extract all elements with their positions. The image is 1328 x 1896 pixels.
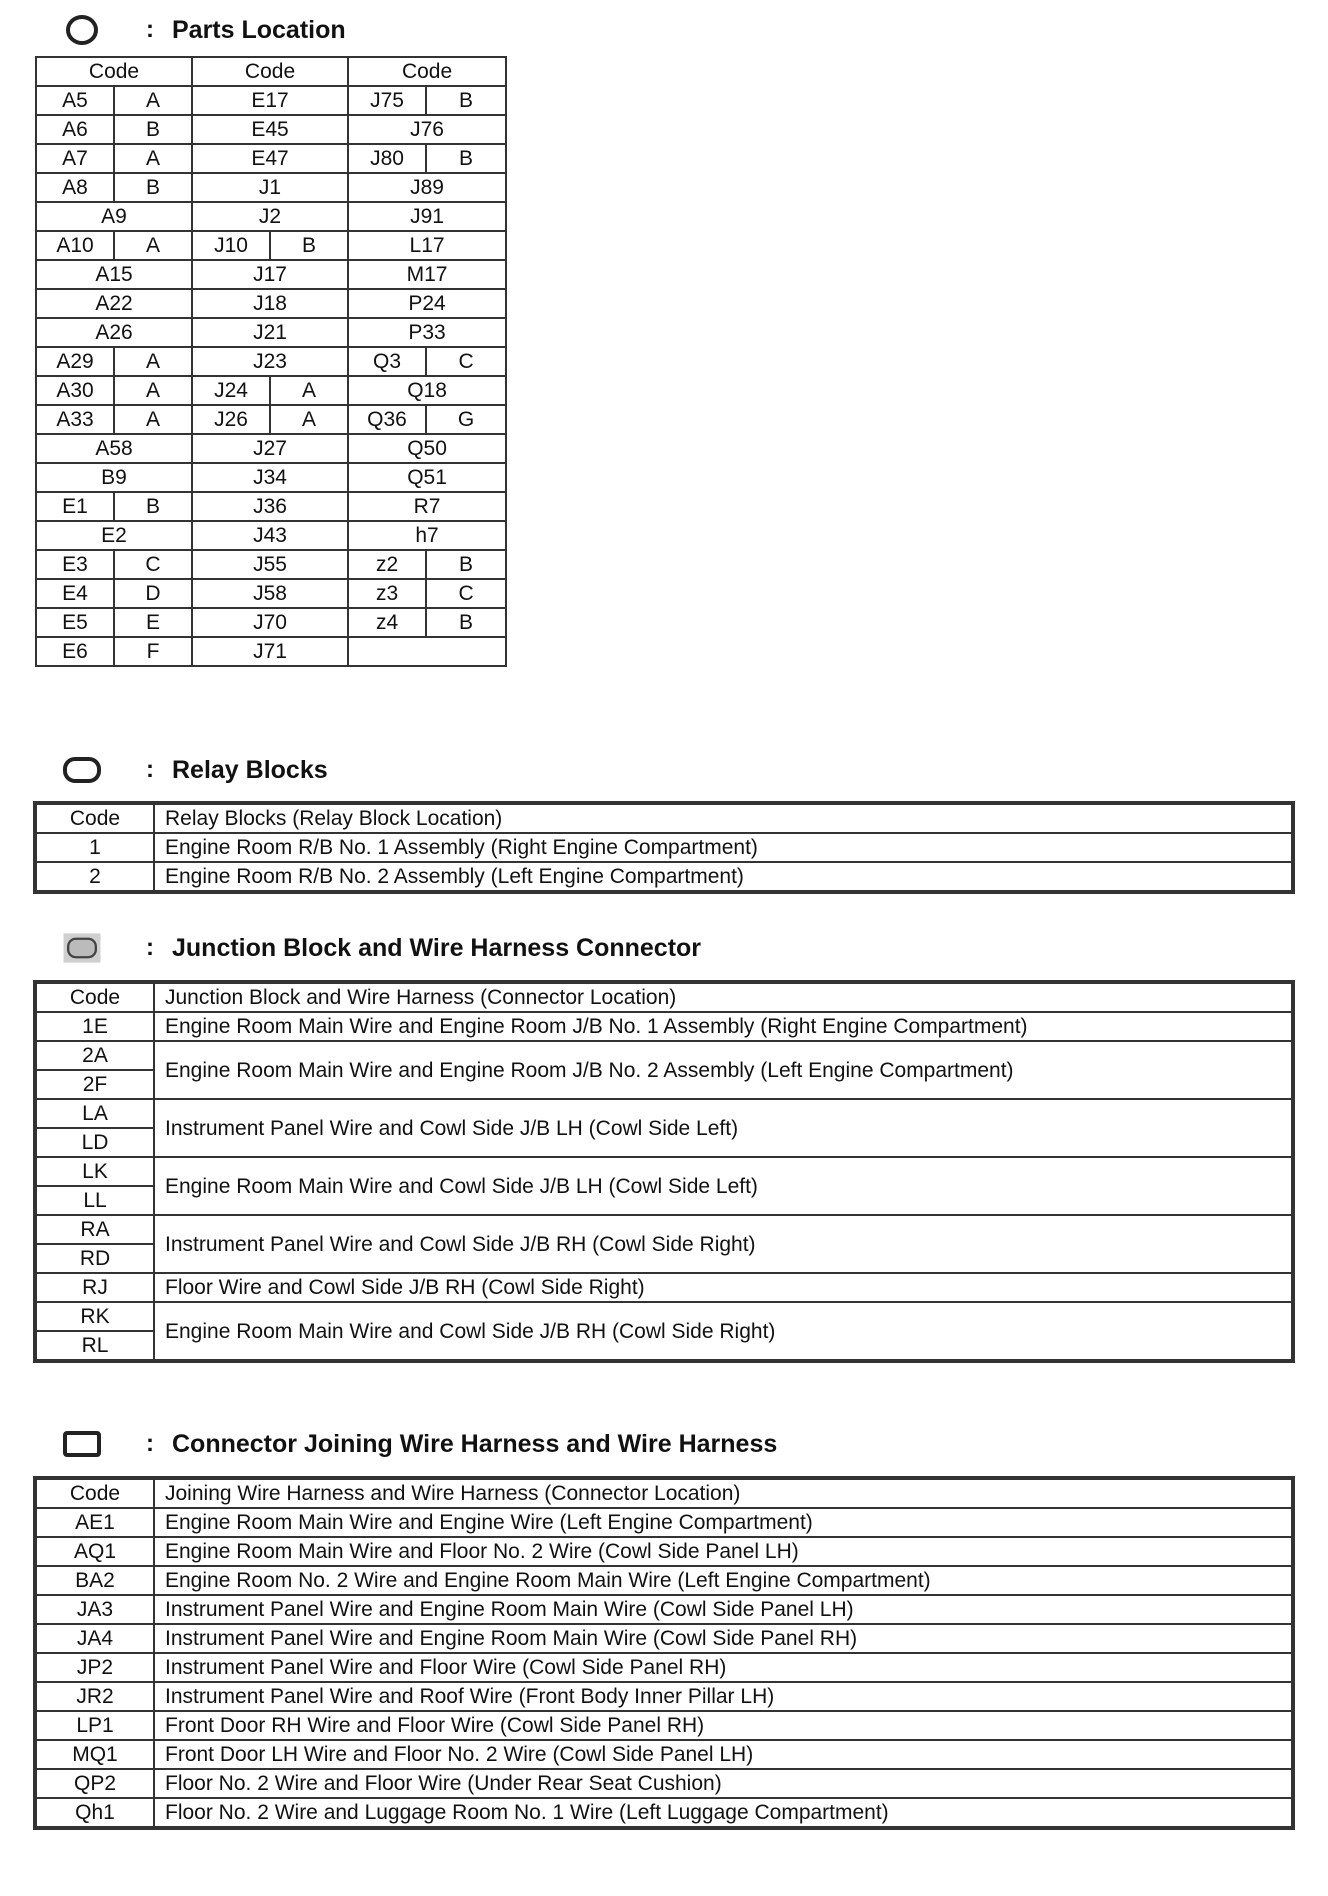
part-code: E4	[36, 579, 114, 608]
connector-code: 2F	[36, 1070, 154, 1099]
part-suffix: B	[114, 492, 192, 521]
connector-code: LK	[36, 1157, 154, 1186]
connector-code: QP2	[36, 1769, 154, 1798]
part-code: Q3	[348, 347, 426, 376]
part-suffix: A	[114, 144, 192, 173]
table-row	[36, 1769, 1292, 1798]
part-code: J34	[192, 463, 348, 492]
table-row	[36, 1624, 1292, 1653]
connector-code: JA4	[36, 1624, 154, 1653]
part-code: z2	[348, 550, 426, 579]
part-code: B9	[36, 463, 192, 492]
table-row	[36, 434, 506, 463]
table-row	[36, 637, 506, 666]
part-code: A8	[36, 173, 114, 202]
part-suffix: B	[426, 608, 506, 637]
table-row	[36, 1012, 1292, 1041]
table-row	[36, 1215, 1292, 1244]
connector-code: 1E	[36, 1012, 154, 1041]
connector-joining-table	[35, 1478, 1293, 1828]
connector-joining-heading	[62, 1426, 777, 1462]
rounded-rect-shaded-icon	[62, 933, 102, 963]
part-code: Q18	[348, 376, 506, 405]
part-suffix: G	[426, 405, 506, 434]
section-title: Junction Block and Wire Harness Connector	[172, 933, 702, 962]
part-code: Q36	[348, 405, 426, 434]
part-code: E17	[192, 86, 348, 115]
part-code: J1	[192, 173, 348, 202]
table-header-row	[36, 804, 1292, 833]
table-row	[36, 289, 506, 318]
table-row	[36, 550, 506, 579]
part-code: J55	[192, 550, 348, 579]
part-code: L17	[348, 231, 506, 260]
relay-blocks-table	[35, 803, 1293, 892]
table-row	[36, 1302, 1292, 1331]
connector-code: LD	[36, 1128, 154, 1157]
part-suffix: B	[426, 86, 506, 115]
part-code: A22	[36, 289, 192, 318]
table-header-row	[36, 57, 506, 86]
connector-code: 1	[36, 833, 154, 862]
table-row	[36, 579, 506, 608]
connector-code: LP1	[36, 1711, 154, 1740]
table-row	[36, 1682, 1292, 1711]
table-row	[36, 492, 506, 521]
colon: :	[146, 1430, 154, 1457]
part-code: J75	[348, 86, 426, 115]
table-header-row	[36, 983, 1292, 1012]
description-column-header: Relay Blocks (Relay Block Location)	[154, 804, 1292, 833]
part-code: z3	[348, 579, 426, 608]
junction-block-table	[35, 982, 1293, 1361]
table-row	[36, 862, 1292, 891]
table-row	[36, 376, 506, 405]
table-row	[36, 1653, 1292, 1682]
part-code: Q51	[348, 463, 506, 492]
part-code: E1	[36, 492, 114, 521]
connector-code: BA2	[36, 1566, 154, 1595]
location-description: Engine Room No. 2 Wire and Engine Room Main Wire (Left Engine Compartment)	[154, 1566, 1292, 1595]
part-code: E6	[36, 637, 114, 666]
part-code: J24	[192, 376, 270, 405]
code-column-header: Code	[36, 804, 154, 833]
location-description: Front Door LH Wire and Floor No. 2 Wire (Cowl Side Panel LH)	[154, 1740, 1292, 1769]
connector-code: 2A	[36, 1041, 154, 1070]
part-suffix: C	[114, 550, 192, 579]
table-header-row	[36, 1479, 1292, 1508]
part-code: A9	[36, 202, 192, 231]
part-code: J43	[192, 521, 348, 550]
table-row	[36, 1711, 1292, 1740]
location-description: Engine Room Main Wire and Floor No. 2 Wire (Cowl Side Panel LH)	[154, 1537, 1292, 1566]
part-suffix: D	[114, 579, 192, 608]
location-description: Front Door RH Wire and Floor Wire (Cowl Side Panel RH)	[154, 1711, 1292, 1740]
location-description: Instrument Panel Wire and Engine Room Main Wire (Cowl Side Panel LH)	[154, 1595, 1292, 1624]
part-code: E45	[192, 115, 348, 144]
part-code: P24	[348, 289, 506, 318]
part-suffix: A	[114, 376, 192, 405]
part-code: A6	[36, 115, 114, 144]
part-code: A33	[36, 405, 114, 434]
part-suffix: B	[114, 173, 192, 202]
circle-outline-icon	[62, 15, 102, 45]
rect-outline-icon	[62, 1429, 102, 1459]
part-code: A5	[36, 86, 114, 115]
part-suffix: A	[114, 231, 192, 260]
part-code: J71	[192, 637, 348, 666]
column-header: Code	[36, 57, 192, 86]
location-description: Engine Room Main Wire and Engine Wire (Left Engine Compartment)	[154, 1508, 1292, 1537]
table-row	[36, 405, 506, 434]
connector-code: AQ1	[36, 1537, 154, 1566]
part-code: J76	[348, 115, 506, 144]
part-code: R7	[348, 492, 506, 521]
table-row	[36, 463, 506, 492]
part-code: E5	[36, 608, 114, 637]
part-code: A15	[36, 260, 192, 289]
part-code: J58	[192, 579, 348, 608]
part-suffix: B	[114, 115, 192, 144]
part-code: A29	[36, 347, 114, 376]
location-description: Floor No. 2 Wire and Luggage Room No. 1 Wire (Left Luggage Compartment)	[154, 1798, 1292, 1827]
connector-code: JP2	[36, 1653, 154, 1682]
part-code: z4	[348, 608, 426, 637]
part-code: J89	[348, 173, 506, 202]
table-row	[36, 202, 506, 231]
part-code: A58	[36, 434, 192, 463]
part-code: A30	[36, 376, 114, 405]
description-column-header: Joining Wire Harness and Wire Harness (Connector Location)	[154, 1479, 1292, 1508]
part-suffix: C	[426, 579, 506, 608]
part-suffix: A	[114, 405, 192, 434]
part-suffix: A	[114, 347, 192, 376]
part-suffix: B	[426, 144, 506, 173]
relay-blocks-heading	[62, 752, 328, 788]
location-description: Engine Room R/B No. 1 Assembly (Right Engine Compartment)	[154, 833, 1292, 862]
code-column-header: Code	[36, 1479, 154, 1508]
part-code: J27	[192, 434, 348, 463]
part-code: J23	[192, 347, 348, 376]
location-description: Instrument Panel Wire and Cowl Side J/B LH (Cowl Side Left)	[154, 1099, 1292, 1157]
junction-block-heading	[62, 930, 701, 966]
table-row	[36, 347, 506, 376]
part-code: J17	[192, 260, 348, 289]
table-row	[36, 260, 506, 289]
part-suffix: B	[270, 231, 348, 260]
part-suffix: C	[426, 347, 506, 376]
table-row	[36, 1566, 1292, 1595]
location-description: Instrument Panel Wire and Cowl Side J/B RH (Cowl Side Right)	[154, 1215, 1292, 1273]
connector-code: RA	[36, 1215, 154, 1244]
part-suffix: A	[270, 405, 348, 434]
location-description: Instrument Panel Wire and Roof Wire (Front Body Inner Pillar LH)	[154, 1682, 1292, 1711]
colon: :	[146, 16, 154, 43]
table-row	[36, 1740, 1292, 1769]
table-row	[36, 318, 506, 347]
table-row	[36, 115, 506, 144]
connector-code: MQ1	[36, 1740, 154, 1769]
connector-code: Qh1	[36, 1798, 154, 1827]
parts-location-heading	[62, 12, 346, 48]
table-row	[36, 1041, 1292, 1070]
column-header: Code	[192, 57, 348, 86]
part-code: M17	[348, 260, 506, 289]
colon: :	[146, 934, 154, 961]
part-code: A7	[36, 144, 114, 173]
part-code: A10	[36, 231, 114, 260]
connector-code: AE1	[36, 1508, 154, 1537]
location-description: Floor No. 2 Wire and Floor Wire (Under Rear Seat Cushion)	[154, 1769, 1292, 1798]
location-description: Engine Room R/B No. 2 Assembly (Left Engine Compartment)	[154, 862, 1292, 891]
part-code: J10	[192, 231, 270, 260]
table-row	[36, 86, 506, 115]
colon: :	[146, 756, 154, 783]
table-row	[36, 1157, 1292, 1186]
part-code: E47	[192, 144, 348, 173]
connector-code: JR2	[36, 1682, 154, 1711]
connector-code: LA	[36, 1099, 154, 1128]
location-description: Instrument Panel Wire and Engine Room Main Wire (Cowl Side Panel RH)	[154, 1624, 1292, 1653]
table-row	[36, 1595, 1292, 1624]
code-column-header: Code	[36, 983, 154, 1012]
part-code: P33	[348, 318, 506, 347]
location-description: Engine Room Main Wire and Cowl Side J/B LH (Cowl Side Left)	[154, 1157, 1292, 1215]
location-description: Engine Room Main Wire and Engine Room J/B No. 2 Assembly (Left Engine Compartment)	[154, 1041, 1292, 1099]
part-suffix: E	[114, 608, 192, 637]
part-code: h7	[348, 521, 506, 550]
location-description: Floor Wire and Cowl Side J/B RH (Cowl Side Right)	[154, 1273, 1292, 1302]
part-code: E2	[36, 521, 192, 550]
part-code: Q50	[348, 434, 506, 463]
table-row	[36, 144, 506, 173]
table-row	[36, 1798, 1292, 1827]
rounded-rect-outline-icon	[62, 755, 102, 785]
table-row	[36, 1273, 1292, 1302]
part-suffix: A	[114, 86, 192, 115]
part-code: J70	[192, 608, 348, 637]
table-row	[36, 1508, 1292, 1537]
table-row	[36, 231, 506, 260]
connector-code: RL	[36, 1331, 154, 1360]
part-code: J80	[348, 144, 426, 173]
part-code	[348, 637, 506, 666]
connector-code: RK	[36, 1302, 154, 1331]
table-row	[36, 521, 506, 550]
part-suffix: F	[114, 637, 192, 666]
part-code: J91	[348, 202, 506, 231]
connector-code: JA3	[36, 1595, 154, 1624]
section-title: Parts Location	[172, 15, 346, 44]
section-title: Relay Blocks	[172, 755, 328, 784]
location-description: Engine Room Main Wire and Engine Room J/B No. 1 Assembly (Right Engine Compartment)	[154, 1012, 1292, 1041]
table-row	[36, 1099, 1292, 1128]
part-code: J26	[192, 405, 270, 434]
table-row	[36, 1537, 1292, 1566]
part-code: J36	[192, 492, 348, 521]
connector-code: LL	[36, 1186, 154, 1215]
table-row	[36, 608, 506, 637]
part-code: E3	[36, 550, 114, 579]
location-description: Instrument Panel Wire and Floor Wire (Cowl Side Panel RH)	[154, 1653, 1292, 1682]
connector-code: 2	[36, 862, 154, 891]
section-title: Connector Joining Wire Harness and Wire Harness	[172, 1429, 778, 1458]
part-code: J2	[192, 202, 348, 231]
description-column-header: Junction Block and Wire Harness (Connector Location)	[154, 983, 1292, 1012]
parts-location-table	[35, 56, 507, 667]
part-code: J21	[192, 318, 348, 347]
table-row	[36, 833, 1292, 862]
part-suffix: B	[426, 550, 506, 579]
column-header: Code	[348, 57, 506, 86]
connector-code: RJ	[36, 1273, 154, 1302]
location-description: Engine Room Main Wire and Cowl Side J/B RH (Cowl Side Right)	[154, 1302, 1292, 1360]
table-row	[36, 173, 506, 202]
part-code: J18	[192, 289, 348, 318]
part-code: A26	[36, 318, 192, 347]
connector-code: RD	[36, 1244, 154, 1273]
part-suffix: A	[270, 376, 348, 405]
